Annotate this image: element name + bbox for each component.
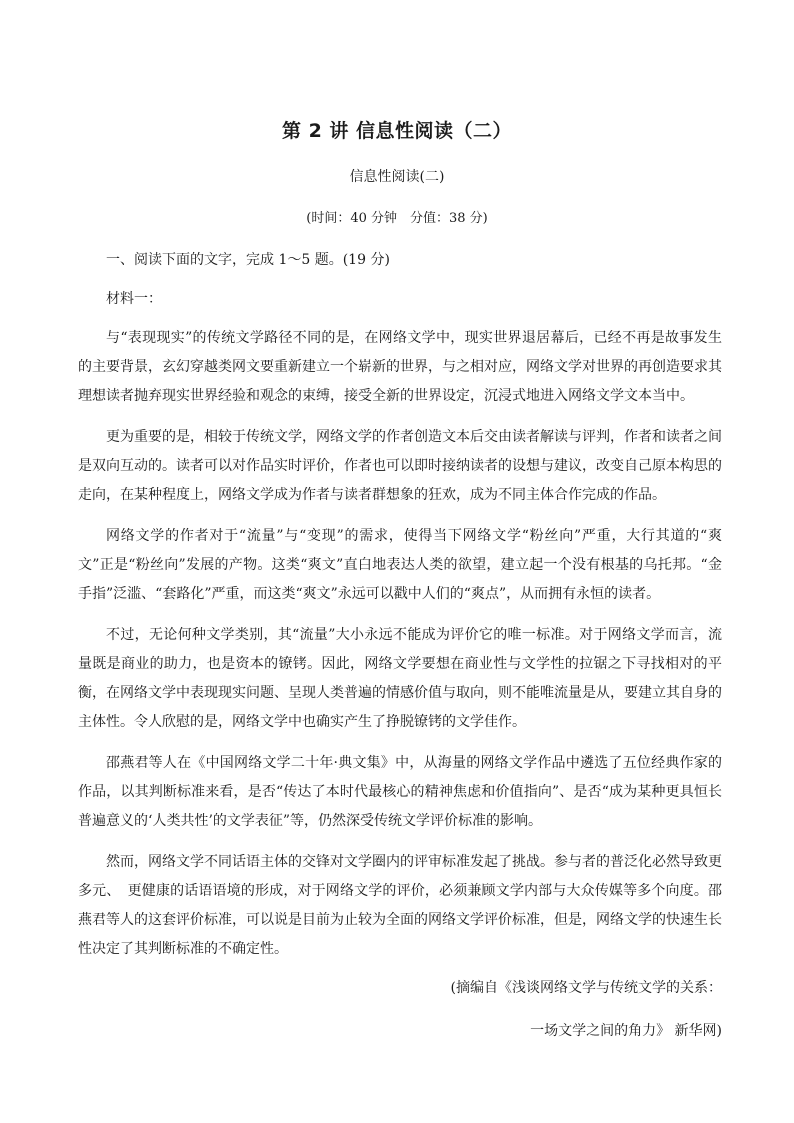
section-heading: 一、阅读下面的文字，完成 1～5 题。(19 分) xyxy=(106,252,390,268)
time-and-score: (时间：40 分钟 分值：38 分) xyxy=(306,211,488,226)
material-label: 材料一： xyxy=(106,291,162,307)
paragraph: 然而，网络文学不同话语主体的交锋对文学圈内的评审标准发起了挑战。参与者的普泛化必然导致更多元、 更健康的话语语境的形成，对于网络文学的评价，必须兼顾文学内部与大众传媒等多个向度。邵燕君等人的这套评价标准，可以说是目前为止较为全面的网络文学评价标准，但是，网络文学的快速生长性决定了其判断标准的不确定性。 xyxy=(78,854,722,957)
source-citation-line2: 一场文学之间的角力》 新华网) xyxy=(530,1023,722,1039)
paragraph: 邵燕君等人在《中国网络文学二十年·典文集》中，从海量的网络文学作品中遴选了五位经典作家的作品，以其判断标准来看，是否“传达了本时代最核心的精神焦虑和价值指向”、是否“成为某种更具恒长普遍意义的‘人类共性’的文学表征”等，仍然深受传统文学评价标准的影响。 xyxy=(78,755,722,829)
paragraph: 与“表现现实”的传统文学路径不同的是，在网络文学中，现实世界退居幕后，已经不再是故事发生的主要背景，玄幻穿越类网文要重新建立一个崭新的世界，与之相对应，网络文学对世界的再创造要求其理想读者抛弃现实世界经验和观念的束缚，接受全新的世界设定，沉浸式地进入网络文学文本当中。 xyxy=(78,330,722,404)
document-body xyxy=(78,246,722,1046)
page-title: 第 2 讲 信息性阅读（二） xyxy=(281,120,513,142)
paragraph: 网络文学的作者对于“流量”与“变现”的需求，使得当下网络文学“粉丝向”严重，大行其道的“爽文”正是“粉丝向”发展的产物。这类“爽文”直白地表达人类的欲望，建立起一个没有根基的乌托邦。“金手指”泛滥、“套路化”严重，而这类“爽文”永远可以戳中人们的“爽点”，从而拥有永恒的读者。 xyxy=(78,528,722,602)
paragraph: 不过，无论何种文学类别，其“流量”大小永远不能成为评价它的唯一标准。对于网络文学而言，流量既是商业的助力，也是资本的镣铐。因此，网络文学要想在商业性与文学性的拉锯之下寻找相对的平衡，在网络文学中表现现实问题、呈现人类普遍的情感价值与取向，则不能唯流量是从，要建立其自身的主体性。令人欣慰的是，网络文学中也确实产生了挣脱镣铐的文学佳作。 xyxy=(78,627,722,730)
source-citation-line1: (摘编自《浅谈网络文学与传统文学的关系： xyxy=(450,980,722,996)
page-subtitle: 信息性阅读(二) xyxy=(349,169,445,185)
paragraph: 更为重要的是，相较于传统文学，网络文学的作者创造文本后交由读者解读与评判，作者和读者之间是双向互动的。读者可以对作品实时评价，作者也可以即时接纳读者的设想与建议，改变自己原本构思的走向，在某种程度上，网络文学成为作者与读者群想象的狂欢，成为不同主体合作完成的作品。 xyxy=(78,429,722,503)
